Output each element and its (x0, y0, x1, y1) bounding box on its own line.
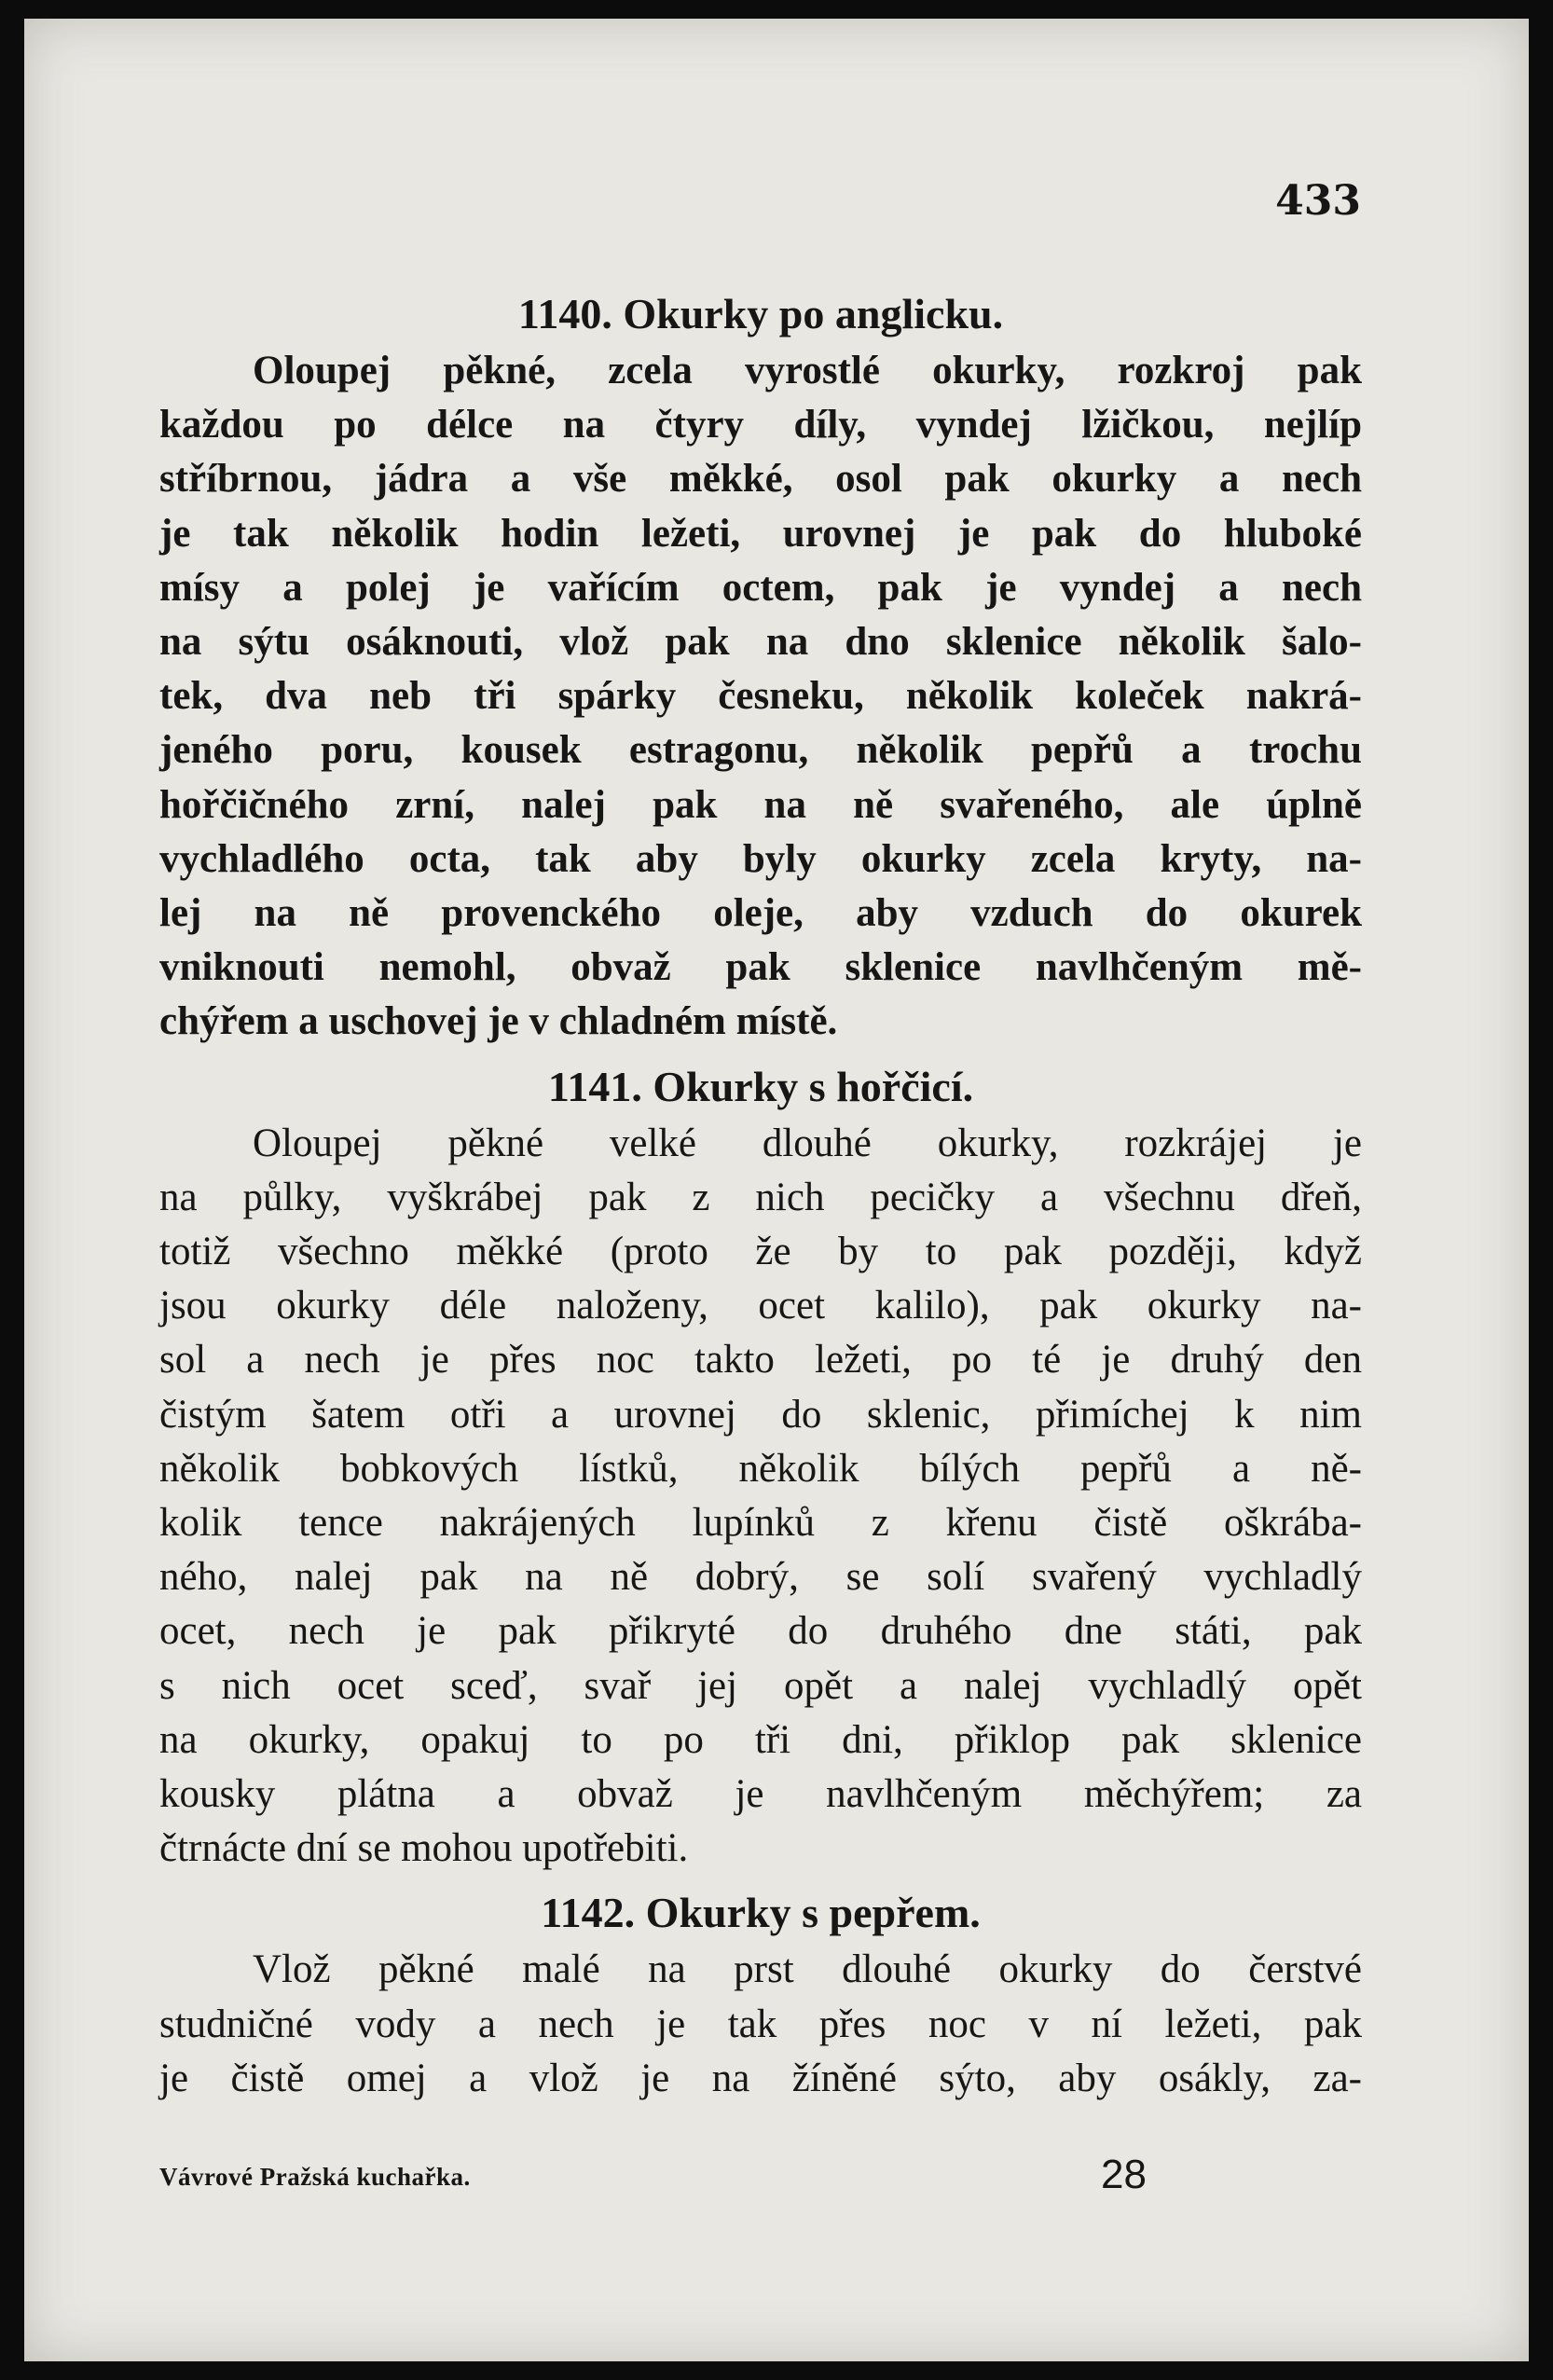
text-line: sol a nech je přes noc takto ležeti, po té je druhý den (159, 1338, 1362, 1383)
text-line: na sýtu osáknouti, vlož pak na dno sklenice několik šalo- (159, 620, 1362, 665)
page-footer (159, 2152, 1362, 2197)
footer-signature-mark: 28 (1101, 2152, 1147, 2197)
text-line: čtrnácte dní se mohou upotřebiti. (159, 1826, 689, 1871)
text-line: kolik tence nakrájených lupínků z křenu čistě oškrába- (159, 1501, 1362, 1546)
text-line: stříbrnou, jádra a vše měkké, osol pak okurky a nech (159, 457, 1362, 502)
text-line: tek, dva neb tři spárky česneku, několik koleček nakrá- (159, 674, 1362, 719)
recipe-text-1141 (159, 1117, 1362, 1877)
text-line: je tak několik hodin ležeti, urovnej je pak do hluboké (159, 511, 1362, 556)
page-content (159, 284, 1362, 2113)
text-line: vychladlého octa, tak aby byly okurky zcela kryty, na- (159, 836, 1362, 881)
recipe-text-1140 (159, 344, 1362, 1050)
text-line: na okurky, opakuj to po tři dni, přiklop pak sklenice (159, 1717, 1362, 1762)
recipe-title-1142: 1142. Okurky s pepřem. (541, 1889, 981, 1937)
text-line: Oloupej pěkné velké dlouhé okurky, rozkrájej je (253, 1121, 1362, 1165)
page-number: 433 (1275, 177, 1361, 225)
recipe-title-1140: 1140. Okurky po anglicku. (517, 290, 1004, 337)
text-line: každou po délce na čtyry díly, vyndej lžičkou, nejlíp (159, 403, 1362, 447)
footer-book-title: Vávrové Pražská kuchařka. (159, 2163, 471, 2191)
text-line: chýřem a uschovej je v chladném místě. (159, 999, 838, 1044)
text-line: s nich ocet sceď, svař jej opět a nalej vychladlý opět (159, 1663, 1362, 1708)
text-line: kousky plátna a obvaž je navlhčeným měchýřem; za (159, 1772, 1362, 1817)
text-line: vniknouti nemohl, obvaž pak sklenice navlhčeným mě- (159, 945, 1362, 990)
text-line: Oloupej pěkné, zcela vyrostlé okurky, rozkroj pak (253, 349, 1362, 392)
text-line: hořčičného zrní, nalej pak na ně svařeného, ale úplně (159, 782, 1362, 827)
recipe-title-1141: 1141. Okurky s hořčicí. (547, 1062, 974, 1110)
text-line: čistým šatem otři a urovnej do sklenic, přimíchej k nim (159, 1392, 1362, 1437)
recipe-text-1142 (159, 1943, 1362, 2106)
text-line: je čistě omej a vlož je na žíněné sýto, aby osákly, za- (159, 2056, 1362, 2100)
text-line: ného, nalej pak na ně dobrý, se solí svařený vychladlý (159, 1555, 1362, 1600)
text-line: studničné vody a nech je tak přes noc v ní ležeti, pak (159, 2002, 1362, 2046)
text-line: na půlky, vyškrábej pak z nich pecičky a všechnu dřeň, (159, 1175, 1362, 1219)
text-line: ocet, nech je pak přikryté do druhého dne státi, pak (159, 1609, 1362, 1654)
text-line: jeného poru, kousek estragonu, několik pepřů a trochu (159, 728, 1362, 773)
book-page (24, 19, 1529, 2361)
text-line: několik bobkových lístků, několik bílých pepřů a ně- (159, 1446, 1362, 1491)
text-line: mísy a polej je vařícím octem, pak je vyndej a nech (159, 565, 1362, 610)
text-line: lej na ně provenckého oleje, aby vzduch do okurek (159, 891, 1362, 936)
text-line: Vlož pěkné malé na prst dlouhé okurky do čerstvé (253, 1947, 1362, 1992)
text-line: totiž všechno měkké (proto že by to pak později, když (159, 1230, 1362, 1274)
text-line: jsou okurky déle naloženy, ocet kalilo), pak okurky na- (159, 1284, 1362, 1328)
